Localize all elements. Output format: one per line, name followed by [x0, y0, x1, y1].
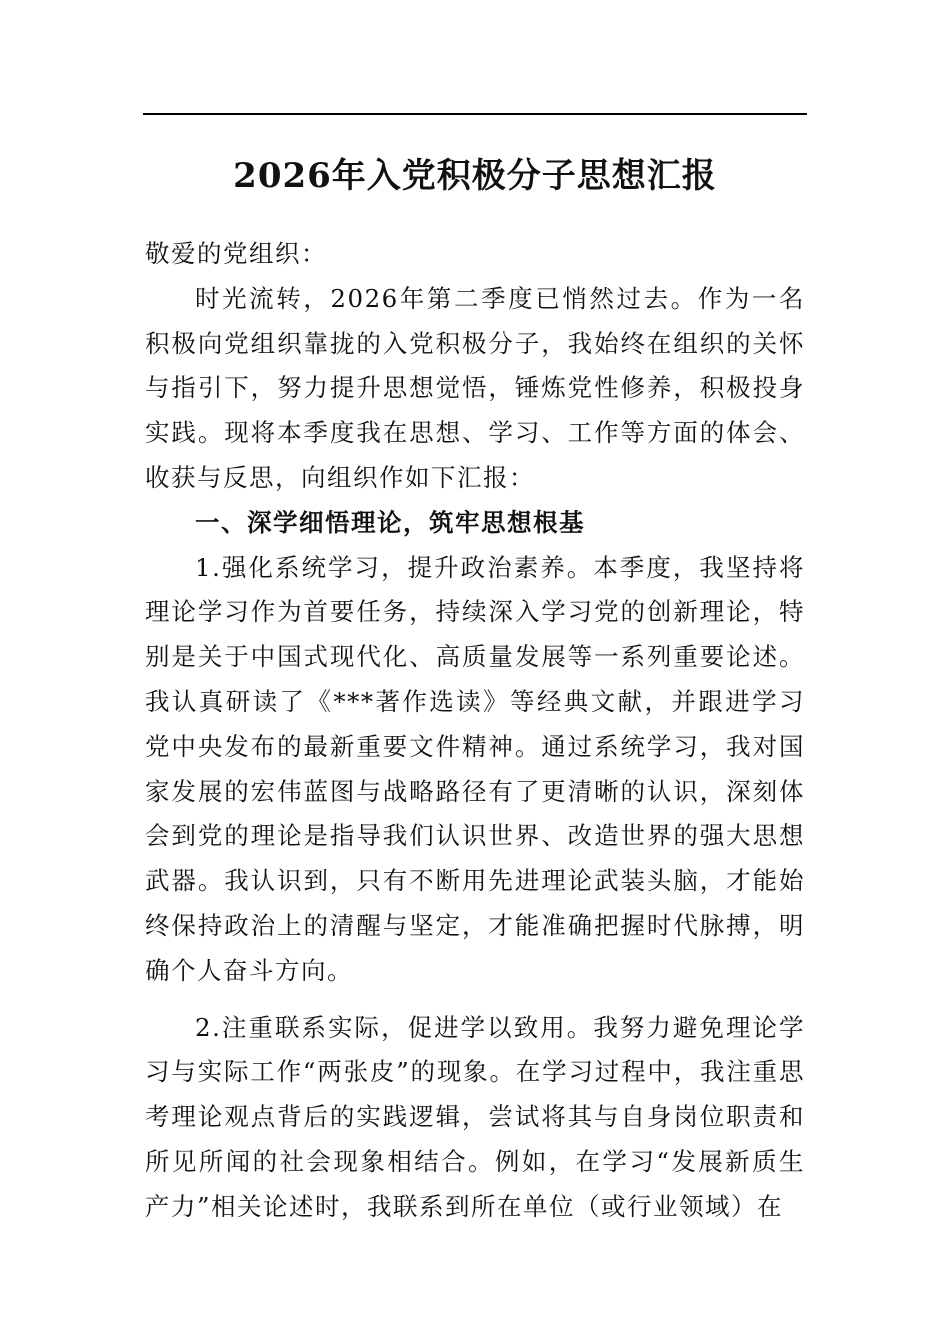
item-1-lead: 1.强化系统学习，提升政治素养。 [195, 552, 594, 582]
item-1-body: 本季度，我坚持将理论学习作为首要任务，持续深入学习党的创新理论，特别是关于中国式现代化、高质量发展等一系列重要论述。我认真研读了《***著作选读》等经典文献，并跟进学习党中央发布的最新重要文件精神。通过系统学习，我对国家发展的宏伟蓝图与战略路径有了更清晰的认识，深刻体会到党的理论是指导我们认识世界、改造世界的强大思想武器。我认识到，只有不断用先进理论武装头脑，才能始终保持政治上的清醒与坚定，才能准确把握时代脉搏，明确个人奋斗方向。 [145, 552, 806, 985]
salutation: 敬爱的党组织： [145, 239, 327, 268]
document-body [145, 232, 805, 1230]
item-2-lead: 2.注重联系实际，促进学以致用。 [195, 1012, 594, 1042]
intro-paragraph: 时光流转，2026年第二季度已悄然过去。作为一名积极向党组织靠拢的入党积极分子，我始终在组织的关怀与指引下，努力提升思想觉悟，锤炼党性修养，积极投身实践。现将本季度我在思想、学习、工作等方面的体会、收获与反思，向组织作如下汇报： [145, 283, 805, 492]
item-2-paragraph [145, 1006, 805, 1230]
header-rule [143, 113, 807, 115]
item-2-body: 我努力避免理论学习与实际工作“两张皮”的现象。在学习过程中，我注重思考理论观点背后的实践逻辑，尝试将其与自身岗位职责和所见所闻的社会现象相结合。例如，在学习“发展新质生产力”相关论述时，我联系到所在单位（或行业领域）在 [145, 1012, 806, 1221]
document-title: 2026年入党积极分子思想汇报 [233, 156, 717, 196]
item-1-paragraph [145, 546, 805, 994]
section-heading-1: 一、深学细悟理论，筑牢思想根基 [195, 507, 585, 537]
